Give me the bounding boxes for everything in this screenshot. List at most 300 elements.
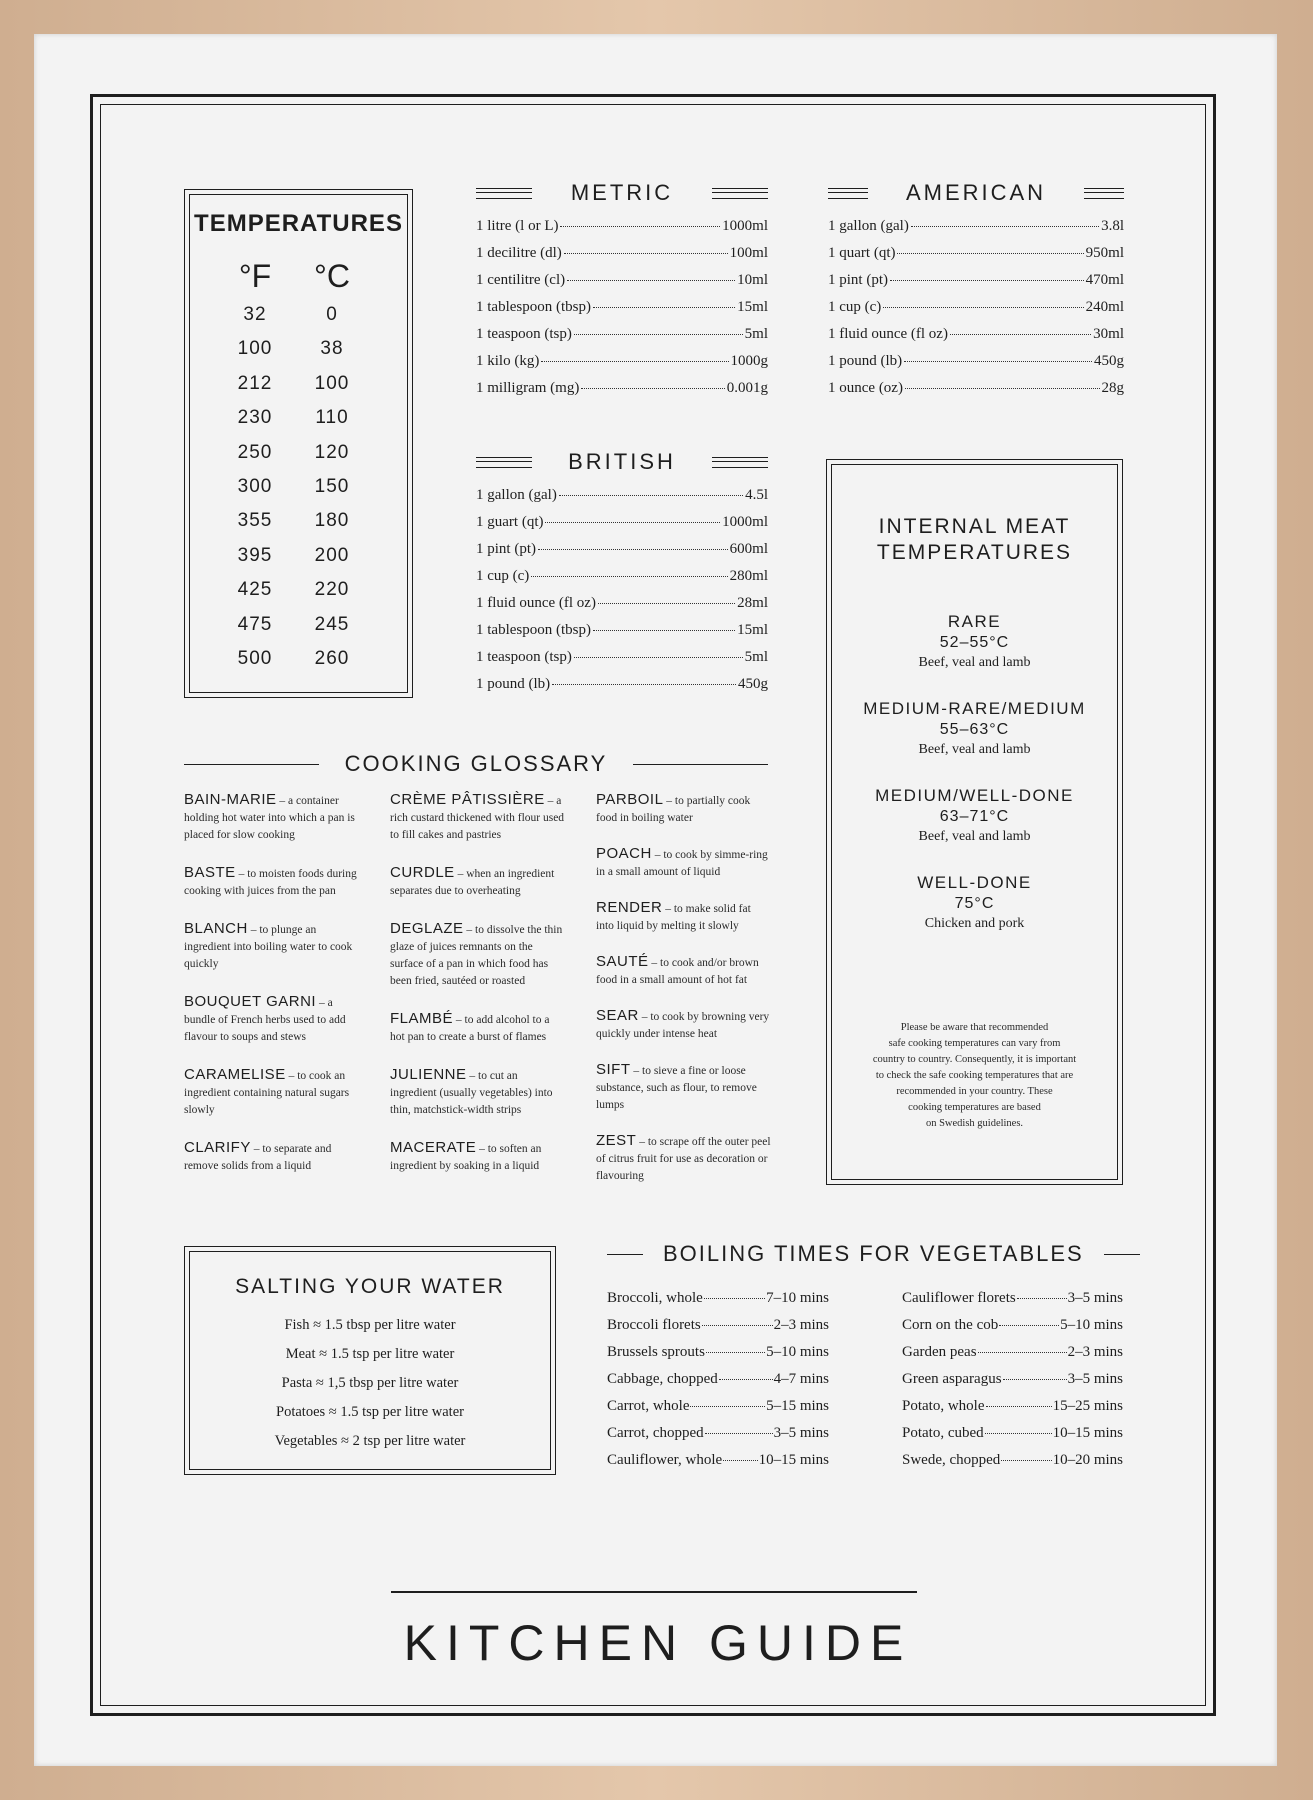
boiling-left-column: [607, 1290, 829, 1479]
boiling-time: 7–10 mins: [766, 1290, 829, 1306]
dot-leader: [1017, 1298, 1067, 1299]
triple-bar-right: [712, 457, 768, 468]
metric-row: [476, 218, 768, 245]
british-value: 15ml: [737, 622, 768, 638]
glossary-term: JULIENNE: [390, 1066, 467, 1083]
salting-box: [184, 1246, 556, 1475]
dot-leader: [911, 226, 1099, 227]
meat-note-line: cooking temperatures are based: [908, 1102, 1041, 1113]
metric-unit: 1 kilo (kg): [476, 353, 540, 369]
fahrenheit-value: 425: [237, 579, 273, 601]
celsius-value: 100: [314, 372, 350, 394]
glossary-entry: [390, 1066, 565, 1119]
dot-leader: [559, 495, 743, 496]
glossary-term: SEAR: [596, 1007, 639, 1024]
british-value: 28ml: [737, 595, 768, 611]
temperature-rows: [185, 304, 412, 682]
dot-leader: [581, 388, 724, 389]
vegetable-row: [902, 1398, 1123, 1425]
footer-title: KITCHEN GUIDE: [403, 1615, 913, 1671]
fahrenheit-value: 355: [237, 510, 273, 532]
glossary-entry: [184, 920, 359, 973]
meat-note-line: to check the safe cooking temperatures that are: [875, 1070, 1074, 1081]
glossary-definition: – to moisten foods during cooking with juices from the pan: [184, 868, 357, 897]
temperature-row: [185, 545, 412, 579]
american-unit: 1 pint (pt): [828, 272, 888, 288]
meat-doneness-block: [827, 699, 1122, 758]
glossary-term: CURDLE: [390, 864, 455, 881]
american-rows: [828, 218, 1124, 407]
american-row: [828, 218, 1124, 245]
british-row: [476, 541, 768, 568]
meat-doneness-block: [827, 873, 1122, 932]
boiling-time: 15–25 mins: [1052, 1398, 1123, 1414]
dot-leader: [706, 1352, 765, 1353]
metric-value: 1000g: [730, 353, 768, 369]
glossary-definition: – to cut an ingredient (usually vegetables) into thin, matchstick-width strips: [390, 1070, 553, 1116]
glossary-definition: – to cook and/or brown food in a small amount of hot fat: [596, 957, 759, 986]
doneness-meat-types: Beef, veal and lamb: [918, 829, 1031, 844]
triple-bar-right: [1084, 188, 1124, 199]
vegetable-row: [607, 1317, 829, 1344]
temperature-row: [185, 304, 412, 338]
metric-rows: [476, 218, 768, 407]
vegetable-name: Swede, chopped: [902, 1452, 1001, 1468]
american-unit: 1 cup (c): [828, 299, 882, 315]
salting-line: Fish ≈ 1.5 tbsp per litre water: [284, 1317, 456, 1333]
celsius-header: °C: [314, 258, 350, 294]
british-value: 4.5l: [745, 487, 768, 503]
british-unit: 1 pound (lb): [476, 676, 551, 692]
glossary-term: CRÈME PÂTISSIÈRE: [390, 791, 545, 808]
glossary-term: MACERATE: [390, 1139, 477, 1156]
temperature-row: [185, 648, 412, 682]
doneness-name: RARE: [947, 612, 1002, 631]
british-row: [476, 595, 768, 622]
glossary-entry: [390, 791, 565, 844]
dot-leader: [690, 1406, 765, 1407]
british-unit: 1 cup (c): [476, 568, 530, 584]
metric-row: [476, 245, 768, 272]
british-row: [476, 676, 768, 703]
doneness-name: WELL-DONE: [917, 873, 1032, 892]
british-unit: 1 pint (pt): [476, 541, 536, 557]
temperatures-box: [184, 189, 413, 698]
glossary-column-3: [596, 791, 771, 1203]
metric-row: [476, 326, 768, 353]
glossary-term: CARAMELISE: [184, 1066, 286, 1083]
meat-note: [837, 1020, 1112, 1132]
temperature-row: [185, 510, 412, 544]
boiling-heading: [607, 1241, 1123, 1267]
vegetable-name: Broccoli florets: [607, 1317, 701, 1333]
temperature-row: [185, 407, 412, 441]
temperature-row: [185, 373, 412, 407]
temperature-row: [185, 614, 412, 648]
british-row: [476, 622, 768, 649]
glossary-definition: – to partially cook food in boiling water: [596, 795, 751, 824]
dot-leader: [545, 522, 720, 523]
glossary-entry: [596, 845, 771, 881]
doneness-meat-types: Beef, veal and lamb: [918, 742, 1031, 757]
british-unit: 1 gallon (gal): [476, 487, 557, 503]
dot-leader: [1001, 1460, 1051, 1461]
vegetable-row: [607, 1425, 829, 1452]
glossary-term: BAIN-MARIE: [184, 791, 277, 808]
meat-note-line: safe cooking temperatures can vary from: [888, 1038, 1061, 1049]
glossary-definition: – to cook an ingredient containing natural sugars slowly: [184, 1070, 350, 1116]
dot-leader: [567, 280, 735, 281]
vegetable-name: Brussels sprouts: [607, 1344, 705, 1360]
rule-line: [633, 764, 768, 765]
glossary-term: RENDER: [596, 899, 663, 916]
glossary-entry: [184, 864, 359, 900]
british-row: [476, 568, 768, 595]
temperatures-title: TEMPERATURES: [194, 210, 403, 237]
american-value: 450g: [1094, 353, 1124, 369]
metric-value: 5ml: [744, 326, 768, 342]
boiling-time: 2–3 mins: [1067, 1344, 1123, 1360]
celsius-value: 220: [314, 579, 350, 601]
celsius-value: 245: [314, 613, 350, 635]
metric-unit: 1 teaspoon (tsp): [476, 326, 572, 342]
metric-row: [476, 272, 768, 299]
glossary-entry: [390, 920, 565, 990]
celsius-value: 200: [314, 544, 350, 566]
dot-leader: [574, 334, 743, 335]
british-value: 600ml: [729, 541, 768, 557]
vegetable-name: Green asparagus: [902, 1371, 1002, 1387]
dot-leader: [702, 1325, 773, 1326]
glossary-entry: [596, 1061, 771, 1114]
vegetable-row: [607, 1398, 829, 1425]
fahrenheit-value: 500: [237, 647, 273, 669]
metric-heading: [476, 180, 768, 206]
glossary-term: FLAMBÉ: [390, 1010, 454, 1027]
american-unit: 1 ounce (oz): [828, 380, 903, 396]
boiling-right-column: [902, 1290, 1123, 1479]
glossary-column-1: [184, 791, 359, 1195]
dot-leader: [719, 1379, 773, 1380]
american-unit: 1 gallon (gal): [828, 218, 909, 234]
glossary-entry: [390, 864, 565, 900]
metric-unit: 1 milligram (mg): [476, 380, 580, 396]
metric-unit: 1 centilitre (cl): [476, 272, 566, 288]
glossary-entry: [596, 791, 771, 827]
salting-title: SALTING YOUR WATER: [235, 1275, 505, 1298]
metric-value: 100ml: [729, 245, 768, 261]
british-section: [476, 449, 768, 703]
vegetable-name: Cauliflower florets: [902, 1290, 1016, 1306]
glossary-definition: – to dissolve the thin glaze of juices remnants on the surface of a pan in which food has been fried, sautéed or roasted: [390, 924, 563, 987]
dot-leader: [560, 226, 720, 227]
temperature-row: [185, 476, 412, 510]
dot-leader: [985, 1433, 1052, 1434]
vegetable-row: [902, 1425, 1123, 1452]
metric-section: [476, 180, 768, 407]
footer-rule: [391, 1591, 917, 1593]
glossary-definition: – a bundle of French herbs used to add flavour to soups and stews: [184, 997, 346, 1043]
glossary-heading: [184, 751, 768, 777]
british-title: BRITISH: [568, 449, 676, 474]
dot-leader: [883, 307, 1083, 308]
glossary-entry: [390, 1139, 565, 1175]
american-value: 28g: [1101, 380, 1124, 396]
dot-leader: [564, 253, 728, 254]
meat-items: [827, 612, 1122, 960]
vegetable-name: Carrot, chopped: [607, 1425, 704, 1441]
glossary-term: DEGLAZE: [390, 920, 464, 937]
glossary-term: SAUTÉ: [596, 953, 649, 970]
fahrenheit-value: 475: [237, 613, 273, 635]
american-title: AMERICAN: [905, 180, 1047, 205]
celsius-value: 110: [315, 407, 349, 429]
doneness-meat-types: Beef, veal and lamb: [918, 655, 1031, 670]
glossary-entry: [184, 993, 359, 1046]
british-row: [476, 514, 768, 541]
doneness-temperature: 63–71°C: [939, 808, 1010, 825]
meat-note-line: country to country. Consequently, it is important: [872, 1054, 1077, 1065]
vegetable-name: Broccoli, whole: [607, 1290, 703, 1306]
american-value: 30ml: [1093, 326, 1124, 342]
dot-leader: [593, 307, 735, 308]
glossary-definition: – to sieve a fine or loose substance, such as flour, to remove lumps: [596, 1065, 757, 1111]
american-unit: 1 pound (lb): [828, 353, 903, 369]
dot-leader: [904, 361, 1092, 362]
meat-doneness-block: [827, 612, 1122, 671]
dot-leader: [531, 576, 727, 577]
american-heading: [828, 180, 1124, 206]
glossary-definition: – to cook by simme-ring in a small amount of liquid: [596, 849, 768, 878]
salting-line: Potatoes ≈ 1.5 tsp per litre water: [276, 1404, 464, 1420]
dot-leader: [704, 1298, 765, 1299]
dot-leader: [1003, 1379, 1067, 1380]
boiling-time: 10–15 mins: [1052, 1425, 1123, 1441]
fahrenheit-header: °F: [238, 258, 272, 294]
dot-leader: [905, 388, 1100, 389]
glossary-term: PARBOIL: [596, 791, 664, 808]
american-row: [828, 299, 1124, 326]
american-value: 240ml: [1085, 299, 1124, 315]
metric-title: METRIC: [570, 180, 674, 205]
triple-bar-left: [476, 188, 532, 199]
british-unit: 1 teaspoon (tsp): [476, 649, 572, 665]
american-unit: 1 fluid ounce (fl oz): [828, 326, 948, 342]
glossary-term: POACH: [596, 845, 652, 862]
vegetable-row: [902, 1371, 1123, 1398]
dot-leader: [723, 1460, 757, 1461]
boiling-time: 4–7 mins: [773, 1371, 829, 1387]
american-unit: 1 quart (qt): [828, 245, 896, 261]
glossary-definition: – to add alcohol to a hot pan to create a burst of flames: [390, 1014, 550, 1043]
glossary-definition: – to plunge an ingredient into boiling water to cook quickly: [184, 924, 353, 970]
british-unit: 1 fluid ounce (fl oz): [476, 595, 596, 611]
vegetable-row: [607, 1344, 829, 1371]
doneness-temperature: 55–63°C: [939, 721, 1010, 738]
salting-line: Pasta ≈ 1,5 tbsp per litre water: [281, 1375, 459, 1391]
glossary-definition: – a container holding hot water into which a pan is placed for slow cooking: [184, 795, 355, 841]
vegetable-row: [902, 1290, 1123, 1317]
glossary-term: SIFT: [596, 1061, 631, 1078]
boiling-time: 3–5 mins: [1067, 1290, 1123, 1306]
metric-value: 0.001g: [726, 380, 768, 396]
boiling-time: 2–3 mins: [773, 1317, 829, 1333]
dot-leader: [574, 657, 743, 658]
metric-value: 10ml: [737, 272, 768, 288]
vegetable-row: [902, 1452, 1123, 1479]
celsius-value: 0: [326, 304, 338, 325]
vegetable-row: [607, 1371, 829, 1398]
dot-leader: [593, 630, 735, 631]
boiling-time: 5–10 mins: [766, 1344, 829, 1360]
glossary-entry: [596, 899, 771, 935]
meat-title-line2: TEMPERATURES: [876, 541, 1073, 564]
vegetable-name: Corn on the cob: [902, 1317, 999, 1333]
celsius-value: 150: [314, 475, 350, 497]
dot-leader: [986, 1406, 1052, 1407]
dot-leader: [950, 334, 1091, 335]
vegetable-row: [607, 1290, 829, 1317]
celsius-value: 120: [314, 441, 350, 463]
glossary-entry: [596, 1132, 771, 1185]
vegetable-row: [902, 1317, 1123, 1344]
glossary-entry: [184, 1066, 359, 1119]
fahrenheit-value: 100: [237, 338, 273, 360]
metric-unit: 1 tablespoon (tbsp): [476, 299, 591, 315]
meat-title: [827, 514, 1122, 566]
british-rows: [476, 487, 768, 703]
rule-line: [184, 764, 319, 765]
fahrenheit-value: 250: [237, 441, 273, 463]
metric-unit: 1 litre (l or L): [476, 218, 559, 234]
glossary-entry: [390, 1010, 565, 1046]
doneness-name: MEDIUM-RARE/MEDIUM: [863, 699, 1086, 718]
american-row: [828, 380, 1124, 407]
dot-leader: [541, 361, 728, 362]
meat-doneness-block: [827, 786, 1122, 845]
dot-leader: [890, 280, 1084, 281]
dot-leader: [538, 549, 728, 550]
dot-leader: [897, 253, 1083, 254]
meat-temperatures-box: [826, 459, 1123, 1185]
fahrenheit-value: 32: [243, 304, 267, 325]
temperature-row: [185, 579, 412, 613]
glossary-entry: [596, 1007, 771, 1043]
fahrenheit-value: 300: [237, 475, 273, 497]
glossary-definition: – to cook by browning very quickly under intense heat: [596, 1011, 770, 1040]
american-value: 470ml: [1085, 272, 1124, 288]
metric-value: 15ml: [737, 299, 768, 315]
dot-leader: [999, 1325, 1059, 1326]
meat-note-line: Please be aware that recommended: [900, 1022, 1049, 1033]
glossary-title: COOKING GLOSSARY: [344, 751, 608, 776]
glossary-definition: – to soften an ingredient by soaking in a liquid: [390, 1143, 542, 1172]
metric-row: [476, 380, 768, 407]
american-value: 3.8l: [1101, 218, 1124, 234]
dot-leader: [705, 1433, 773, 1434]
doneness-temperature: 52–55°C: [939, 634, 1010, 651]
triple-bar-left: [476, 457, 532, 468]
metric-row: [476, 299, 768, 326]
boiling-time: 10–15 mins: [758, 1452, 829, 1468]
american-value: 950ml: [1085, 245, 1124, 261]
british-value: 1000ml: [722, 514, 768, 530]
fahrenheit-value: 395: [237, 544, 273, 566]
british-unit: 1 tablespoon (tbsp): [476, 622, 591, 638]
vegetable-name: Garden peas: [902, 1344, 977, 1360]
meat-note-line: recommended in your country. These: [896, 1086, 1053, 1097]
vegetable-name: Potato, whole: [902, 1398, 985, 1414]
vegetable-name: Cauliflower, whole: [607, 1452, 723, 1468]
metric-unit: 1 decilitre (dl): [476, 245, 562, 261]
american-section: [828, 180, 1124, 407]
doneness-temperature: 75°C: [954, 895, 995, 912]
vegetable-name: Cabbage, chopped: [607, 1371, 718, 1387]
glossary-term: CLARIFY: [184, 1139, 251, 1156]
glossary-term: BASTE: [184, 864, 236, 881]
glossary-definition: – to scrape off the outer peel of citrus fruit for use as decoration or flavouring: [596, 1136, 771, 1182]
temperature-row: [185, 442, 412, 476]
rule-line: [1104, 1254, 1140, 1255]
metric-row: [476, 353, 768, 380]
vegetable-name: Potato, cubed: [902, 1425, 984, 1441]
metric-value: 1000ml: [722, 218, 768, 234]
boiling-time: 10–20 mins: [1052, 1452, 1123, 1468]
glossary-column-2: [390, 791, 565, 1195]
fahrenheit-value: 230: [237, 407, 273, 429]
dot-leader: [552, 684, 736, 685]
american-row: [828, 272, 1124, 299]
glossary-term: ZEST: [596, 1132, 637, 1149]
glossary-entry: [596, 953, 771, 989]
salting-lines: [185, 1317, 555, 1462]
british-value: 450g: [738, 676, 768, 692]
glossary-definition: – a rich custard thickened with flour used to fill cakes and pastries: [390, 795, 565, 841]
celsius-value: 260: [314, 647, 350, 669]
triple-bar-left: [828, 188, 868, 199]
triple-bar-right: [712, 188, 768, 199]
boiling-time: 3–5 mins: [1067, 1371, 1123, 1387]
temperature-row: [185, 338, 412, 372]
boiling-title: BOILING TIMES FOR VEGETABLES: [663, 1241, 1084, 1266]
british-heading: [476, 449, 768, 475]
glossary-entry: [184, 1139, 359, 1175]
doneness-name: MEDIUM/WELL-DONE: [875, 786, 1074, 805]
glossary-term: BOUQUET GARNI: [184, 993, 317, 1010]
doneness-meat-types: Chicken and pork: [924, 916, 1025, 931]
glossary-definition: – to make solid fat into liquid by melting it slowly: [596, 903, 751, 932]
glossary-term: BLANCH: [184, 920, 248, 937]
salting-line: Vegetables ≈ 2 tsp per litre water: [274, 1433, 466, 1449]
fahrenheit-value: 212: [237, 372, 273, 394]
glossary-definition: – to separate and remove solids from a liquid: [184, 1143, 332, 1172]
vegetable-row: [902, 1344, 1123, 1371]
boiling-time: 5–15 mins: [766, 1398, 829, 1414]
celsius-value: 180: [314, 510, 350, 532]
american-row: [828, 245, 1124, 272]
salting-line: Meat ≈ 1.5 tsp per litre water: [285, 1346, 455, 1362]
british-row: [476, 649, 768, 676]
american-row: [828, 326, 1124, 353]
meat-note-line: on Swedish guidelines.: [925, 1118, 1024, 1129]
glossary-definition: – when an ingredient separates due to overheating: [390, 868, 555, 897]
boiling-time: 5–10 mins: [1060, 1317, 1123, 1333]
british-row: [476, 487, 768, 514]
dot-leader: [978, 1352, 1067, 1353]
glossary-entry: [184, 791, 359, 844]
celsius-value: 38: [320, 338, 344, 360]
meat-title-line1: INTERNAL MEAT: [878, 515, 1071, 538]
